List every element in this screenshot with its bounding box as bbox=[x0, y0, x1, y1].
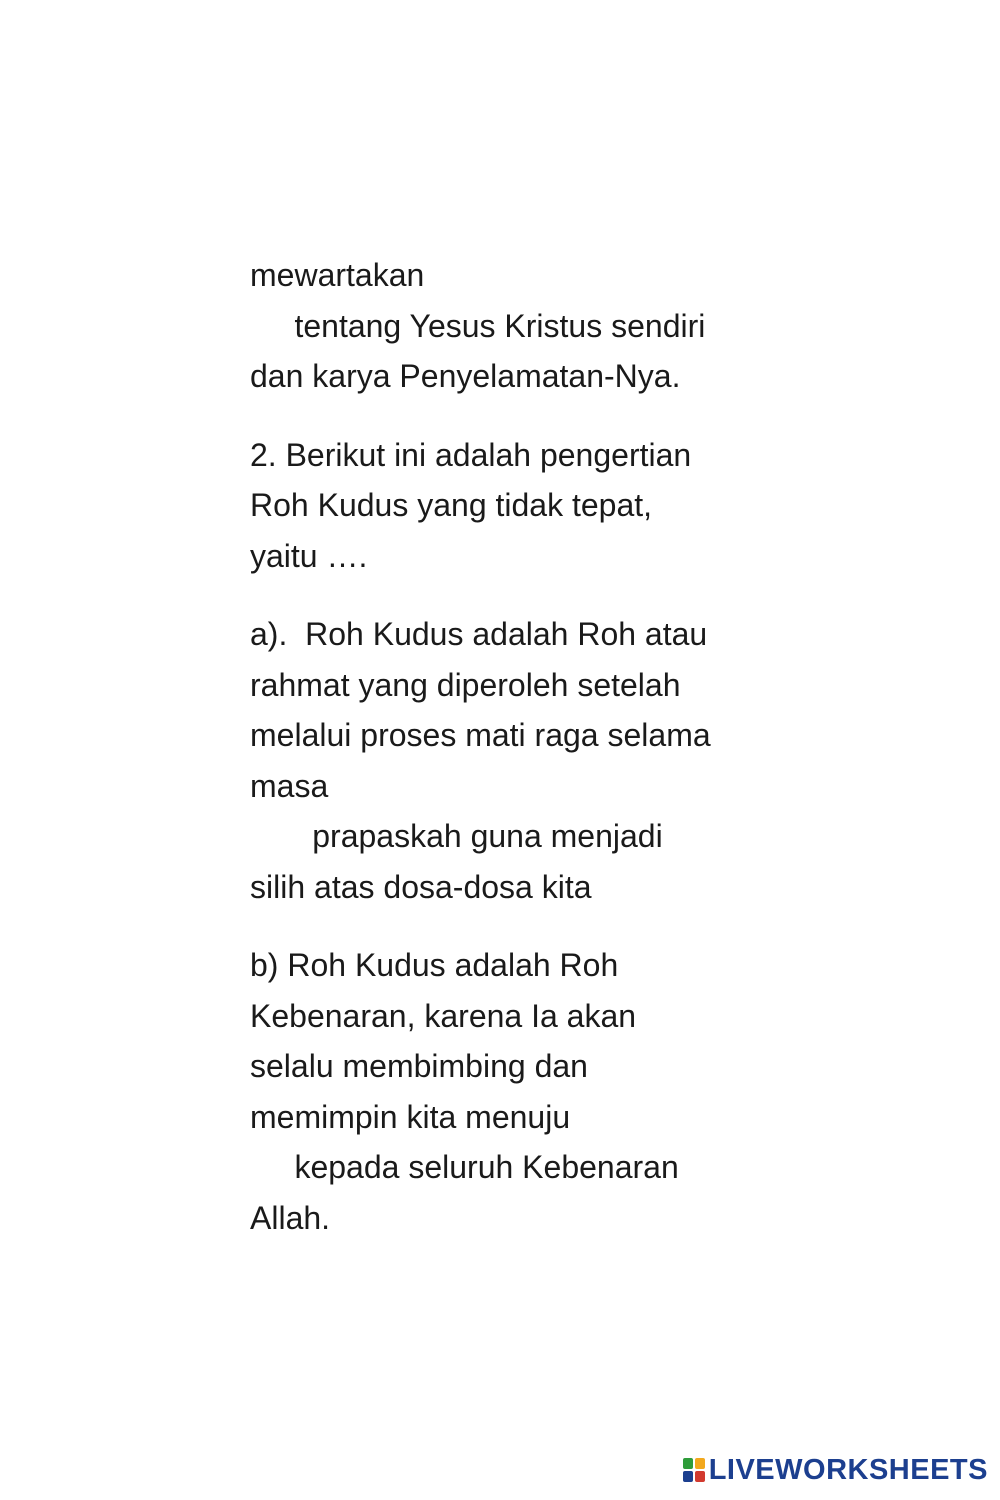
option-text-line: melalui proses mati raga selama bbox=[250, 717, 711, 753]
option-text-line: selalu membimbing dan bbox=[250, 1048, 588, 1084]
option-text-line: silih atas dosa-dosa kita bbox=[250, 868, 592, 905]
text-line: dan karya Penyelamatan-Nya. bbox=[250, 358, 681, 394]
option-text-line: memimpin kita menuju bbox=[250, 1098, 571, 1135]
worksheet-text bbox=[250, 250, 770, 1271]
liveworksheets-watermark bbox=[682, 1454, 988, 1486]
paragraph-intro bbox=[250, 250, 770, 402]
option-b bbox=[250, 940, 770, 1243]
question-2 bbox=[250, 430, 770, 582]
text-line: tentang Yesus Kristus sendiri bbox=[250, 307, 706, 344]
question-text-line: yaitu …. bbox=[250, 537, 368, 574]
text-line: mewartakan bbox=[250, 257, 425, 293]
liveworksheets-logo-icon bbox=[682, 1457, 706, 1483]
option-text-line: b) Roh Kudus adalah Roh bbox=[250, 947, 619, 983]
option-text-line: a). Roh Kudus adalah Roh atau bbox=[250, 616, 708, 652]
option-text-line: rahmat yang diperoleh setelah bbox=[250, 666, 681, 703]
option-text-line: kepada seluruh Kebenaran bbox=[250, 1149, 679, 1185]
option-text-line: masa bbox=[250, 767, 329, 804]
question-text-line: 2. Berikut ini adalah pengertian bbox=[250, 436, 692, 473]
brand-name: LIVEWORKSHEETS bbox=[708, 1454, 988, 1486]
option-a bbox=[250, 609, 770, 912]
option-text-line: Kebenaran, karena Ia akan bbox=[250, 997, 637, 1034]
question-text-line: Roh Kudus yang tidak tepat, bbox=[250, 487, 653, 523]
option-text-line: prapaskah guna menjadi bbox=[250, 818, 663, 854]
option-text-line: Allah. bbox=[250, 1199, 331, 1236]
